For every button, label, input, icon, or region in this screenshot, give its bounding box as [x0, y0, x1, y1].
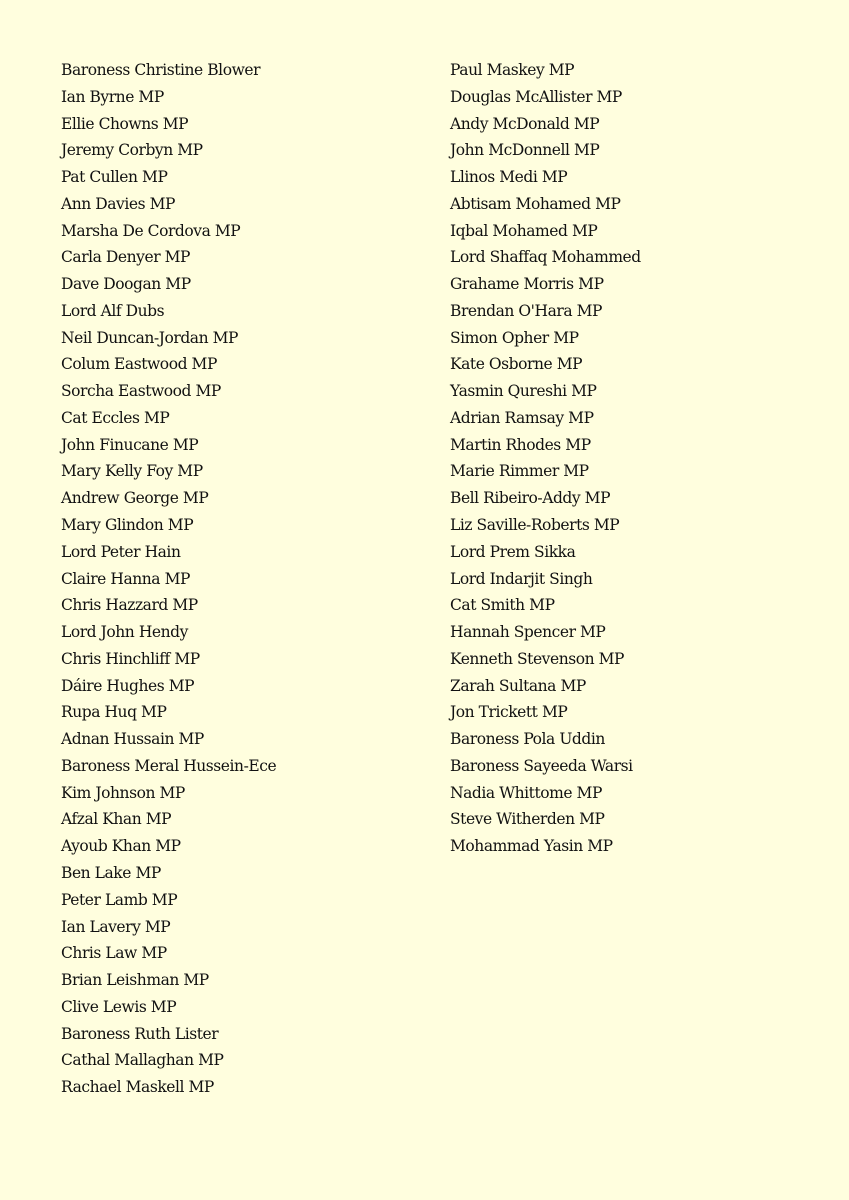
signatory-name: Brian Leishman MP	[61, 971, 209, 990]
signatory-name: Iqbal Mohamed MP	[450, 221, 598, 240]
signatory-name: Dave Doogan MP	[61, 275, 191, 294]
signatory-name: Jon Trickett MP	[450, 703, 568, 722]
signatory-name: Rupa Huq MP	[61, 703, 167, 722]
signatory-name: Bell Ribeiro-Addy MP	[450, 489, 611, 508]
signatory-name: Claire Hanna MP	[61, 569, 190, 588]
signatory-list-left-column	[61, 57, 276, 1101]
signatory-name: Lord Alf Dubs	[61, 301, 165, 320]
signatory-name: Llinos Medi MP	[450, 168, 568, 187]
signatory-name: Ian Lavery MP	[61, 917, 171, 936]
signatory-name: Marie Rimmer MP	[450, 462, 589, 481]
signatory-name: Brendan O'Hara MP	[450, 301, 602, 320]
signatory-name: Chris Hinchliff MP	[61, 649, 200, 668]
signatory-name: Simon Opher MP	[450, 328, 579, 347]
signatory-name: Martin Rhodes MP	[450, 435, 591, 454]
signatory-name: Baroness Pola Uddin	[450, 730, 605, 749]
signatory-name: Douglas McAllister MP	[450, 87, 622, 106]
signatory-name: Mary Kelly Foy MP	[61, 462, 203, 481]
signatory-name: Kate Osborne MP	[450, 355, 583, 374]
signatory-name: Abtisam Mohamed MP	[450, 194, 621, 213]
signatory-name: Afzal Khan MP	[61, 810, 172, 829]
signatory-name: Rachael Maskell MP	[61, 1078, 214, 1097]
signatory-name: Andy McDonald MP	[450, 114, 600, 133]
signatory-name: Clive Lewis MP	[61, 997, 177, 1016]
signatory-name: Baroness Meral Hussein-Ece	[61, 756, 277, 775]
signatory-name: Mohammad Yasin MP	[450, 837, 613, 856]
signatory-name: Carla Denyer MP	[61, 248, 191, 267]
signatory-name: Lord Indarjit Singh	[450, 569, 593, 588]
signatory-name: Lord Prem Sikka	[450, 542, 576, 561]
signatory-name: Zarah Sultana MP	[450, 676, 586, 695]
signatory-name: Ayoub Khan MP	[61, 837, 181, 856]
signatory-name: Andrew George MP	[61, 489, 209, 508]
signatory-name: Ian Byrne MP	[61, 87, 164, 106]
signatory-name: Sorcha Eastwood MP	[61, 382, 221, 401]
signatory-name: Kenneth Stevenson MP	[450, 649, 625, 668]
signatory-name: Grahame Morris MP	[450, 275, 604, 294]
signatory-name: Baroness Ruth Lister	[61, 1024, 219, 1043]
signatory-list-right-column	[450, 57, 641, 860]
signatory-name: Chris Hazzard MP	[61, 596, 198, 615]
signatory-name: Ann Davies MP	[61, 194, 175, 213]
signatory-name: Lord Peter Hain	[61, 542, 181, 561]
signatory-name: Baroness Sayeeda Warsi	[450, 756, 633, 775]
signatory-name: Lord Shaffaq Mohammed	[450, 248, 641, 267]
signatory-name: Jeremy Corbyn MP	[61, 141, 203, 160]
signatory-name: Nadia Whittome MP	[450, 783, 602, 802]
signatory-name: Paul Maskey MP	[450, 61, 575, 79]
signatory-name: Cat Smith MP	[450, 596, 555, 615]
signatory-name: Yasmin Qureshi MP	[450, 382, 597, 401]
signatory-name: Ben Lake MP	[61, 863, 161, 882]
signatory-name: John McDonnell MP	[450, 141, 600, 160]
signatory-name: Kim Johnson MP	[61, 783, 185, 802]
signatory-name: Cathal Mallaghan MP	[61, 1051, 224, 1070]
signatory-name: Dáire Hughes MP	[61, 676, 195, 695]
signatory-name: Mary Glindon MP	[61, 516, 194, 535]
signatory-name: John Finucane MP	[61, 435, 199, 454]
signatory-name: Adrian Ramsay MP	[450, 408, 594, 427]
signatory-name: Adnan Hussain MP	[61, 730, 204, 749]
signatory-name: Colum Eastwood MP	[61, 355, 217, 374]
signatory-name: Steve Witherden MP	[450, 810, 605, 829]
signatory-name: Hannah Spencer MP	[450, 623, 606, 642]
signatory-name: Cat Eccles MP	[61, 408, 170, 427]
signatory-name: Baroness Christine Blower	[61, 61, 261, 79]
signatory-name: Pat Cullen MP	[61, 168, 168, 187]
signatory-name: Liz Saville-Roberts MP	[450, 516, 620, 535]
signatory-name: Chris Law MP	[61, 944, 167, 963]
signatory-name: Lord John Hendy	[61, 623, 188, 642]
signatory-name: Marsha De Cordova MP	[61, 221, 241, 240]
signatory-name: Ellie Chowns MP	[61, 114, 189, 133]
signatory-name: Neil Duncan-Jordan MP	[61, 328, 238, 347]
signatory-name: Peter Lamb MP	[61, 890, 178, 909]
